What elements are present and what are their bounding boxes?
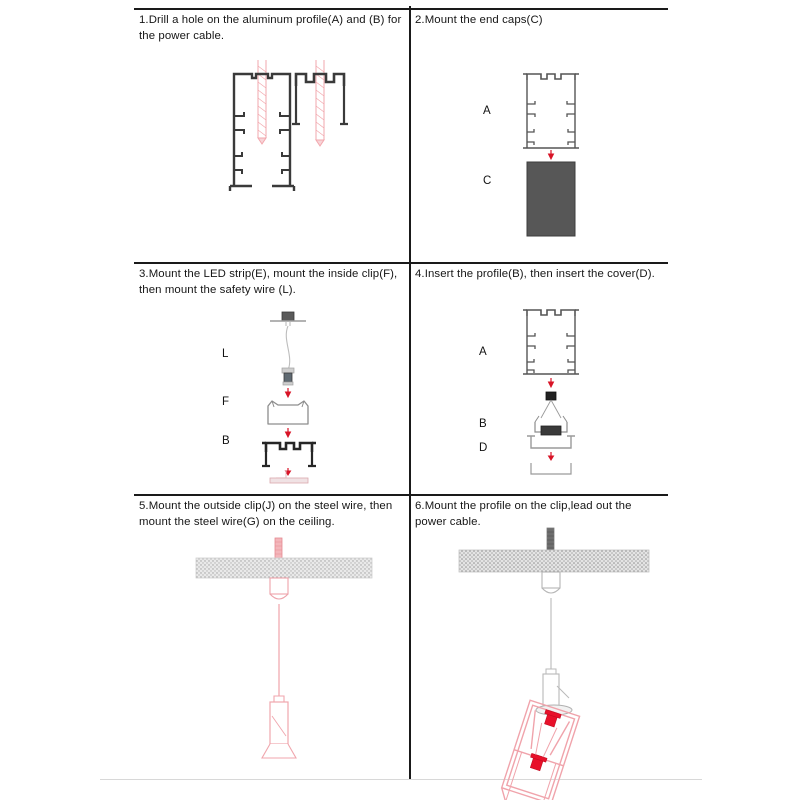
step-2-label-a: A — [483, 105, 491, 117]
clip-b — [535, 416, 567, 435]
step-4-label-a: A — [479, 346, 487, 358]
profile-b-cross-section — [292, 60, 348, 146]
step-1-cell — [134, 8, 409, 262]
step-4-caption: 4.Insert the profile(B), then insert the cover(D). — [415, 268, 655, 280]
wire-gripper-top — [542, 572, 560, 593]
step-1-caption: 1.Drill a hole on the aluminum profile(A) and (B) for the power cable. — [139, 14, 402, 42]
profile-a-top-view — [523, 74, 579, 148]
step-3-label-b: B — [222, 435, 230, 447]
assembly-arrow-b-to-d — [549, 452, 554, 460]
step-3-figure — [134, 262, 409, 494]
step-2-cell — [409, 8, 668, 262]
ceiling-anchor-screw — [275, 538, 282, 560]
assembly-arrow-down — [549, 150, 554, 159]
assembly-arrow-a-to-b — [549, 378, 554, 387]
safety-wire-l — [270, 312, 306, 385]
step-6-caption: 6.Mount the profile on the clip,lead out the power cable. — [415, 500, 632, 528]
ceiling-slab — [196, 558, 372, 578]
step-3-cell — [134, 262, 409, 494]
instruction-row-3 — [134, 494, 668, 780]
outside-clip-j — [262, 696, 296, 758]
step-4-label-d: D — [479, 442, 488, 454]
step-4-label-b: B — [479, 418, 487, 430]
step-3-label-l: L — [222, 348, 229, 360]
cover-d — [527, 436, 575, 448]
ceiling-anchor-screw — [547, 528, 554, 552]
profile-a — [523, 310, 579, 374]
suspension-fitting — [541, 392, 561, 418]
step-5-cell — [134, 494, 409, 780]
drill-bit-left — [258, 60, 266, 144]
step-6-cell — [409, 494, 668, 780]
step-6-figure — [409, 494, 668, 780]
instruction-grid — [134, 8, 668, 780]
step-2-label-c: C — [483, 175, 492, 187]
wire-gripper-top — [270, 578, 288, 599]
inside-clip-f — [268, 401, 308, 424]
profile-b — [262, 443, 316, 466]
step-5-caption: 5.Mount the outside clip(J) on the steel wire, then mount the steel wire(G) on the ceiling. — [139, 500, 393, 528]
step-2-caption: 2.Mount the end caps(C) — [415, 14, 543, 26]
ceiling-slab — [459, 550, 649, 572]
profile-assembly-tilted — [498, 700, 580, 800]
step-3-caption: 3.Mount the LED strip(E), mount the inside clip(F), then mount the safety wire (L). — [139, 268, 398, 296]
instruction-row-1 — [134, 8, 668, 262]
end-cap-c — [527, 162, 575, 236]
cover-d-bottom — [531, 463, 571, 474]
profile-a-cross-section — [230, 60, 294, 191]
step-5-figure — [134, 494, 409, 780]
assembly-arrow-l-to-f — [286, 388, 291, 397]
step-4-figure — [409, 262, 668, 494]
assembly-arrow-f-to-b — [286, 428, 291, 437]
step-4-cell — [409, 262, 668, 494]
step-1-figure — [134, 8, 409, 262]
step-3-label-f: F — [222, 396, 230, 408]
step-2-figure — [409, 8, 668, 262]
instruction-row-2 — [134, 262, 668, 494]
